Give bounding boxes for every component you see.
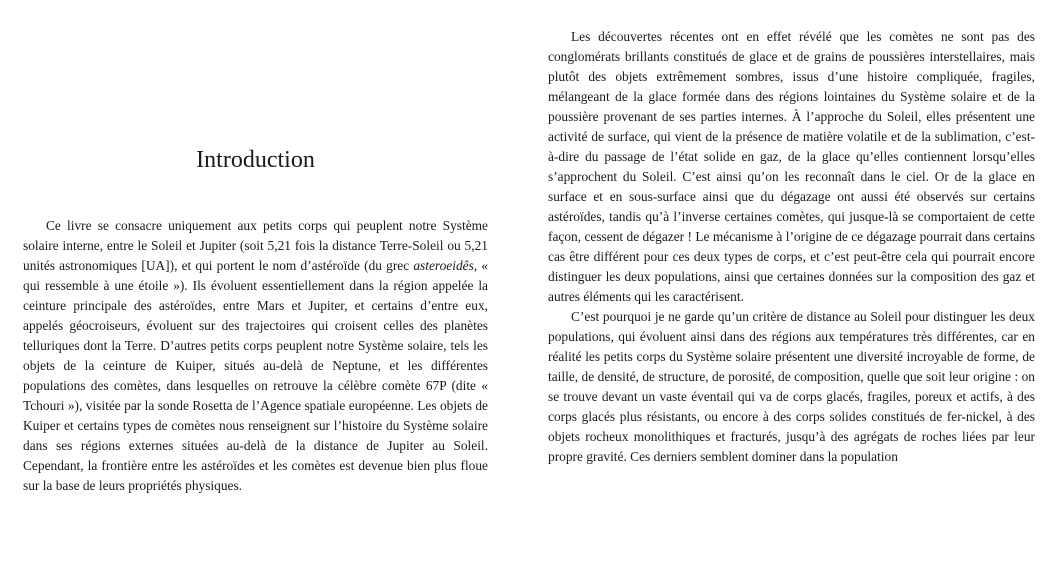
left-page [0, 0, 522, 564]
intro-paragraph-text-end: , « qui ressemble à une étoile »). Ils évoluent essentiellement dans la région appelée la ceinture principale des astéroïdes, entre Mars et Jupiter, et certains d’entre eux, appelés géocroiseurs, évoluent sur des trajectoires qui croisent celles des planètes telluriques dont la Terre. D’autres petits corps peuplent notre Système solaire, tels les objets de la ceinture de Kuiper, situés au-delà de Neptune, et les différentes populations des comètes, dans lesquelles on retrouve la célèbre comète 67P (dite « Tchouri »), visitée par la sonde Rosetta de l’Agence spatiale européenne. Les objets de Kuiper et certains types de comètes nous renseignent sur l’histoire du Système solaire dans ses régions externes situées au-delà de la distance de Jupiter au Soleil. Cependant, la frontière entre les astéroïdes et les comètes est devenue bien plus floue sur la base de leurs propriétés physiques. [23, 258, 489, 493]
paragraph-distance-criterion: C’est pourquoi je ne garde qu’un critère de distance au Soleil pour distinguer les deux populations, qui évoluent ainsi dans des régions aux températures très différentes, car en réalité les petits corps du Système solaire présentent une diversité incroyable de forme, de taille, de densité, de structure, de porosité, de composition, quelle que soit leur origine : on se trouve devant un vaste éventail qui va de corps glacés, fragiles, poreux et actifs, à des corps glacés plus résistants, ou encore à des corps solides constitués de fer-nickel, à des objets rocheux monolithiques et fracturés, jusqu’à des agrégats de roches liées par leur propre gravité. Ces derniers semblent dominer dans la population [548, 309, 1035, 464]
paragraph-comets-discoveries: Les découvertes récentes ont en effet révélé que les comètes ne sont pas des conglomérats brillants constitués de glace et de grains de poussières interstellaires, mais plutôt des objets extrêmement sombres, issus d’une histoire compliquée, fragiles, mélangeant de la glace formée dans des régions lointaines du Système solaire et de la poussière provenant de ses parties internes. À l’approche du Soleil, elles présentent une activité de surface, qui vient de la présence de matière volatile et de la sublimation, c’est-à-dire du passage de l’état solide en gaz, de la glace qu’elles contiennent lorsqu’elles s’approchent du Soleil. C’est ainsi qu’on les reconnaît dans le ciel. Or de la glace en surface et en sous-surface ainsi que du dégazage ont aussi été observés sur certains astéroïdes, tandis qu’à l’inverse certaines comètes, qui jusque-là se comportaient de cette façon, cessent de dégazer ! Le mécanisme à l’origine de ce dégazage pourrait dans certains cas être différent pour ces deux types de corps, et c’est peut-être cela qui pourrait encore distinguer les deux populations, ainsi que certaines données sur la composition des gaz et autres éléments qui les caractérisent. [548, 29, 1035, 304]
intro-paragraph [23, 216, 488, 496]
intro-paragraph-text-start: Ce livre se consacre uniquement aux petits corps qui peuplent notre Système solaire interne, entre le Soleil et Jupiter (soit 5,21 fois la distance Terre-Soleil ou 5,21 unités astronomiques [UA]), et qui portent le nom d’astéroïde (du grec [23, 218, 488, 273]
chapter-title: Introduction [196, 147, 315, 173]
right-page [522, 0, 1045, 564]
left-page-text [23, 216, 488, 496]
right-page-text [548, 27, 1035, 467]
greek-term: asteroeidês [413, 258, 474, 273]
